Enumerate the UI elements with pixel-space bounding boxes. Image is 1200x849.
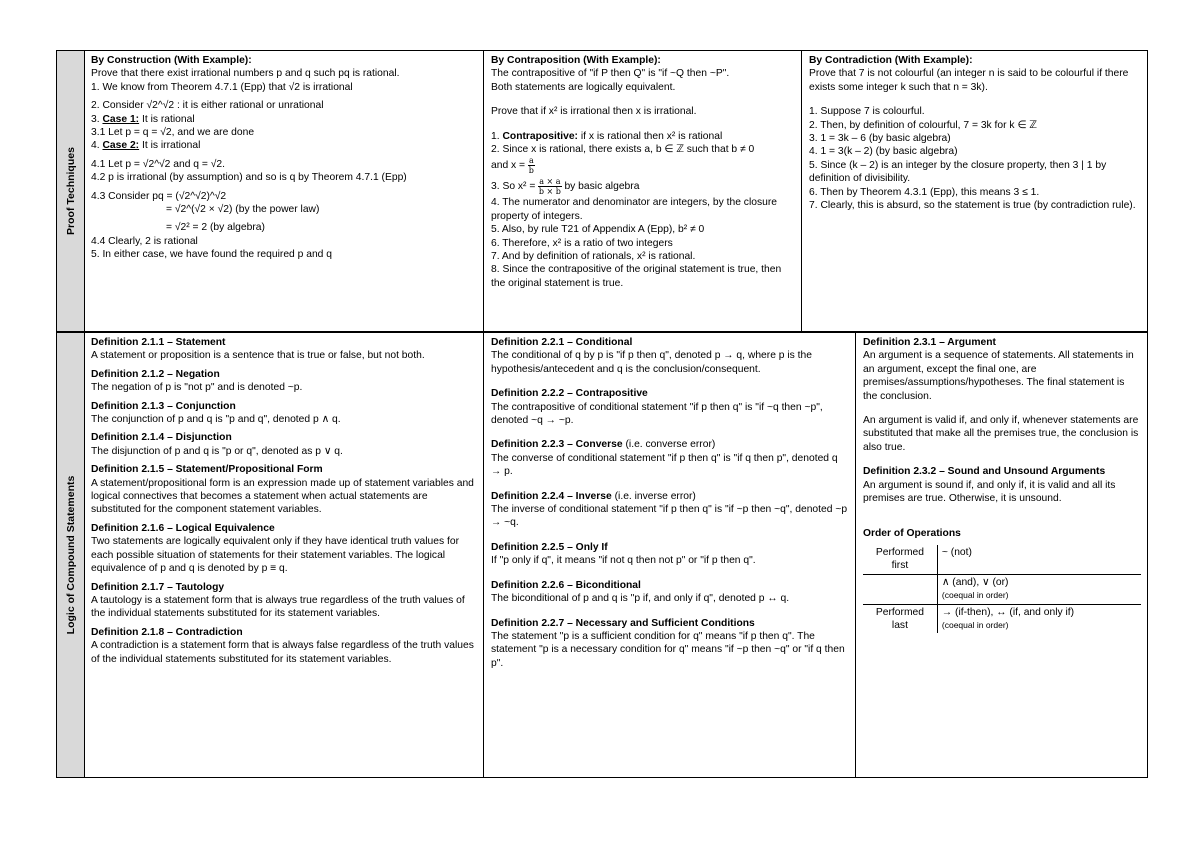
operator-and-or-text: ∧ (and), ∨ (or) xyxy=(941,576,1009,588)
definition-block xyxy=(91,431,477,458)
definition-block xyxy=(491,336,849,376)
step-number: 3. xyxy=(91,113,100,125)
definition-block xyxy=(91,463,477,517)
contraposition-text: Both statements are logically equivalent. xyxy=(491,81,676,93)
definition-block xyxy=(491,617,849,671)
definition-title: Definition 2.3.2 – Sound and Unsound Arguments xyxy=(863,466,1106,478)
definition-block xyxy=(91,626,477,666)
definition-block xyxy=(491,579,849,606)
definition-body: The contrapositive of conditional statement "if p then q" is "if ~q then ~p", denoted ~q → ~p. xyxy=(491,401,823,427)
cheatsheet xyxy=(56,50,1148,778)
contraposition-step: 8. Since the contrapositive of the original statement is true, then the original statement is true. xyxy=(491,264,782,289)
numerator: a × a xyxy=(539,177,561,187)
definition-title: Definition 2.3.1 – Argument xyxy=(863,337,996,348)
definition-body: If "p only if q", it means "if not q then not p" or "if p then q". xyxy=(491,555,756,567)
definition-body: A statement/propositional form is an expression made up of statement variables and logical connectives that becomes a statement when actual statements are substituted for the component statement variables. xyxy=(91,477,474,516)
definition-note: (i.e. inverse error) xyxy=(611,490,696,502)
step-number: 4. xyxy=(91,140,100,152)
construction-step xyxy=(91,113,477,126)
construction-step: 5. In either case, we have found the required p and q xyxy=(91,249,332,261)
definition-body: The negation of p is "not p" and is denoted ~p. xyxy=(91,382,303,394)
contradiction-step: 1. Suppose 7 is colourful. xyxy=(809,106,925,118)
definition-title: Definition 2.1.5 – Statement/Propositional Form xyxy=(91,464,323,476)
construction-step: = √2² = 2 (by algebra) xyxy=(166,222,265,234)
definition-title: Definition 2.2.1 – Conditional xyxy=(491,337,633,348)
coequal-note: (coequal in order) xyxy=(941,619,1009,630)
performed-first-label: Performed first xyxy=(863,545,937,574)
operations-row xyxy=(863,574,1141,604)
case-2-text: It is irrational xyxy=(141,140,201,152)
logic-label-cell xyxy=(57,333,85,777)
construction-title: By Construction (With Example): xyxy=(91,55,252,66)
operations-row xyxy=(863,604,1141,633)
contraposition-step xyxy=(491,177,795,196)
definition-body: The statement "p is a sufficient condition for q" means "if p then q". The statement "p is a necessary condition for q" means "if ~p then ~q" or "if q then p". xyxy=(491,630,845,669)
operator-conditional-text: → (if-then), ↔ (if, and only if) xyxy=(941,606,1075,618)
coequal-note: (coequal in order) xyxy=(941,590,1009,601)
definition-body: The conditional of q by p is "if p then q", denoted p → q, where p is the hypothesis/antecedent and q is the conclusion/consequent. xyxy=(491,350,812,375)
contraposition-step xyxy=(491,130,795,143)
definition-title: Definition 2.2.2 – Contrapositive xyxy=(491,388,648,400)
construction-step: = √2^(√2 × √2) (by the power law) xyxy=(166,204,320,216)
definition-title: Definition 2.2.3 – Converse xyxy=(491,439,623,451)
order-of-operations-title: Order of Operations xyxy=(863,528,961,540)
order-of-operations-table xyxy=(863,545,1141,633)
proof-techniques-row xyxy=(56,50,1148,332)
definition-body: The biconditional of p and q is "p if, and only if q", denoted p ↔ q. xyxy=(491,593,790,605)
contraposition-title: By Contraposition (With Example): xyxy=(491,55,661,66)
definition-block xyxy=(91,400,477,427)
contraposition-step: 2. Since x is rational, there exists a, b ∈ ℤ such that b ≠ 0 xyxy=(491,144,755,156)
contraposition-step xyxy=(491,156,795,175)
definition-block xyxy=(91,336,477,363)
definition-title: Definition 2.1.6 – Logical Equivalence xyxy=(91,522,275,534)
operations-row xyxy=(863,545,1141,574)
contradiction-text: Prove that 7 is not colourful (an integer n is said to be colourful if there exists some integer k such that n = 3k). xyxy=(809,68,1129,93)
contradiction-title: By Contradiction (With Example): xyxy=(809,55,973,66)
denominator: b × b xyxy=(538,187,561,197)
definitions-2-3-cell xyxy=(855,333,1147,777)
case-1-text: It is rational xyxy=(141,113,195,125)
contrapositive-text: if x is rational then x² is rational xyxy=(580,130,723,142)
contraposition-text: Prove that if x² is irrational then x is irrational. xyxy=(491,106,697,118)
case-2-label: Case 2: xyxy=(102,140,140,152)
definition-body: An argument is valid if, and only if, whenever statements are substituted that make all the premises true, the conclusion is also true. xyxy=(863,415,1139,453)
definition-body: The inverse of conditional statement "if p then q" is "if ~p then ~q", denoted ~p → ~q. xyxy=(491,504,848,529)
definition-title: Definition 2.1.1 – Statement xyxy=(91,337,226,348)
definition-body: Two statements are logically equivalent only if they have identical truth values for each possible situation of statements for their statement variables. The logical equivalence of p and q is denoted by p ≡ q. xyxy=(91,536,460,575)
construction-step: 4.3 Consider pq = (√2^√2)^√2 xyxy=(91,190,227,202)
contrapositive-label: Contrapositive: xyxy=(502,130,578,142)
construction-cell xyxy=(84,51,483,331)
definition-title: Definition 2.2.4 – Inverse xyxy=(491,490,612,502)
contraposition-text: The contrapositive of "if P then Q" is "if ~Q then ~P". xyxy=(491,68,730,80)
definition-body: The converse of conditional statement "if p then q" is "if q then p", denoted q → p. xyxy=(491,452,838,478)
empty-label-cell xyxy=(863,574,937,604)
construction-step: 4.1 Let p = √2^√2 and q = √2. xyxy=(91,158,226,170)
definition-block xyxy=(91,522,477,576)
definition-block xyxy=(91,368,477,395)
construction-intro: Prove that there exist irrational numbers p and q such pq is rational. xyxy=(91,68,400,80)
construction-step: 3.1 Let p = q = √2, and we are done xyxy=(91,127,255,139)
contraposition-step: 6. Therefore, x² is a ratio of two integers xyxy=(491,237,673,249)
definition-body: The conjunction of p and q is "p and q", denoted p ∧ q. xyxy=(91,414,341,426)
step-text: by basic algebra xyxy=(564,181,640,193)
fraction-a-over-b xyxy=(528,156,535,175)
definition-title: Definition 2.2.7 – Necessary and Sufficient Conditions xyxy=(491,617,755,629)
contraposition-step: 7. And by definition of rationals, x² is rational. xyxy=(491,251,696,263)
definition-title: Definition 2.1.7 – Tautology xyxy=(91,581,225,593)
proof-techniques-label: Proof Techniques xyxy=(64,147,77,235)
definition-body: An argument is a sequence of statements. All statements in an argument, except the final one, are premises/assumptions/hypotheses. The final statement is the conclusion. xyxy=(863,350,1134,402)
definition-title: Definition 2.1.8 – Contradiction xyxy=(91,626,243,638)
definition-title: Definition 2.1.2 – Negation xyxy=(91,368,220,380)
step-number: 1. xyxy=(491,130,500,142)
contraposition-step: 5. Also, by rule T21 of Appendix A (Epp), b² ≠ 0 xyxy=(491,224,705,236)
definition-body: A contradiction is a statement form that is always false regardless of the truth values of the individual statements substituted for its statement variables. xyxy=(91,640,474,665)
contradiction-cell xyxy=(801,51,1147,331)
definition-body: A statement or proposition is a sentence that is true or false, but not both. xyxy=(91,350,425,362)
definitions-2-2-cell xyxy=(483,333,855,777)
definition-body: The disjunction of p and q is "p or q", denoted as p ∨ q. xyxy=(91,445,343,457)
definition-block xyxy=(491,387,849,427)
contradiction-step: 3. 1 = 3k – 6 (by basic algebra) xyxy=(809,133,951,145)
numerator: a xyxy=(528,156,534,166)
construction-step: 4.2 p is irrational (by assumption) and so is q by Theorem 4.7.1 (Epp) xyxy=(91,172,407,184)
contradiction-step: 5. Since (k – 2) is an integer by the closure property, then 3 | 1 by definition of divisibility. xyxy=(809,159,1107,185)
operator-conditional xyxy=(937,604,1141,633)
construction-step: 4.4 Clearly, 2 is rational xyxy=(91,235,198,247)
construction-step: 2. Consider √2^√2 : it is either rational or unrational xyxy=(91,100,324,112)
definition-body: An argument is sound if, and only if, it is valid and all its premises are true. Otherwise, it is unsound. xyxy=(863,479,1116,505)
operator-not: ~ (not) xyxy=(937,545,1141,574)
construction-step xyxy=(91,139,477,152)
operator-and-or xyxy=(937,574,1141,604)
fraction-aa-over-bb xyxy=(538,177,561,196)
case-1-label: Case 1: xyxy=(102,113,140,125)
definition-title: Definition 2.2.5 – Only If xyxy=(491,541,608,553)
contradiction-step: 7. Clearly, this is absurd, so the statement is true (by contradiction rule). xyxy=(809,200,1136,212)
construction-step: 1. We know from Theorem 4.7.1 (Epp) that √2 is irrational xyxy=(91,81,353,93)
proof-techniques-label-cell xyxy=(57,51,85,331)
contradiction-step: 6. Then by Theorem 4.3.1 (Epp), this means 3 ≤ 1. xyxy=(809,186,1040,198)
contraposition-step: 4. The numerator and denominator are integers, by the closure property of integers. xyxy=(491,197,778,222)
definitions-2-1-cell xyxy=(84,333,483,777)
step-text: and x = xyxy=(491,160,526,172)
contraposition-cell xyxy=(483,51,801,331)
logic-compound-statements-row xyxy=(56,332,1148,778)
definition-body: A tautology is a statement form that is always true regardless of the truth values of the individual statements substituted for its statement variables. xyxy=(91,594,465,620)
definition-block xyxy=(491,438,849,478)
contradiction-step: 4. 1 = 3(k – 2) (by basic algebra) xyxy=(809,146,958,158)
step-text: 3. So x² = xyxy=(491,181,536,193)
denominator: b xyxy=(528,166,534,176)
contradiction-step: 2. Then, by definition of colourful, 7 = 3k for k ∈ ℤ xyxy=(809,119,1037,131)
definition-note: (i.e. converse error) xyxy=(622,439,716,451)
definition-block xyxy=(491,490,849,530)
performed-last-label: Performed last xyxy=(863,604,937,633)
definition-title: Definition 2.1.4 – Disjunction xyxy=(91,432,232,444)
definition-block xyxy=(91,581,477,621)
definition-block xyxy=(491,541,849,568)
definition-title: Definition 2.1.3 – Conjunction xyxy=(91,400,236,412)
definition-title: Definition 2.2.6 – Biconditional xyxy=(491,579,641,591)
logic-label: Logic of Compound Statements xyxy=(64,475,77,635)
